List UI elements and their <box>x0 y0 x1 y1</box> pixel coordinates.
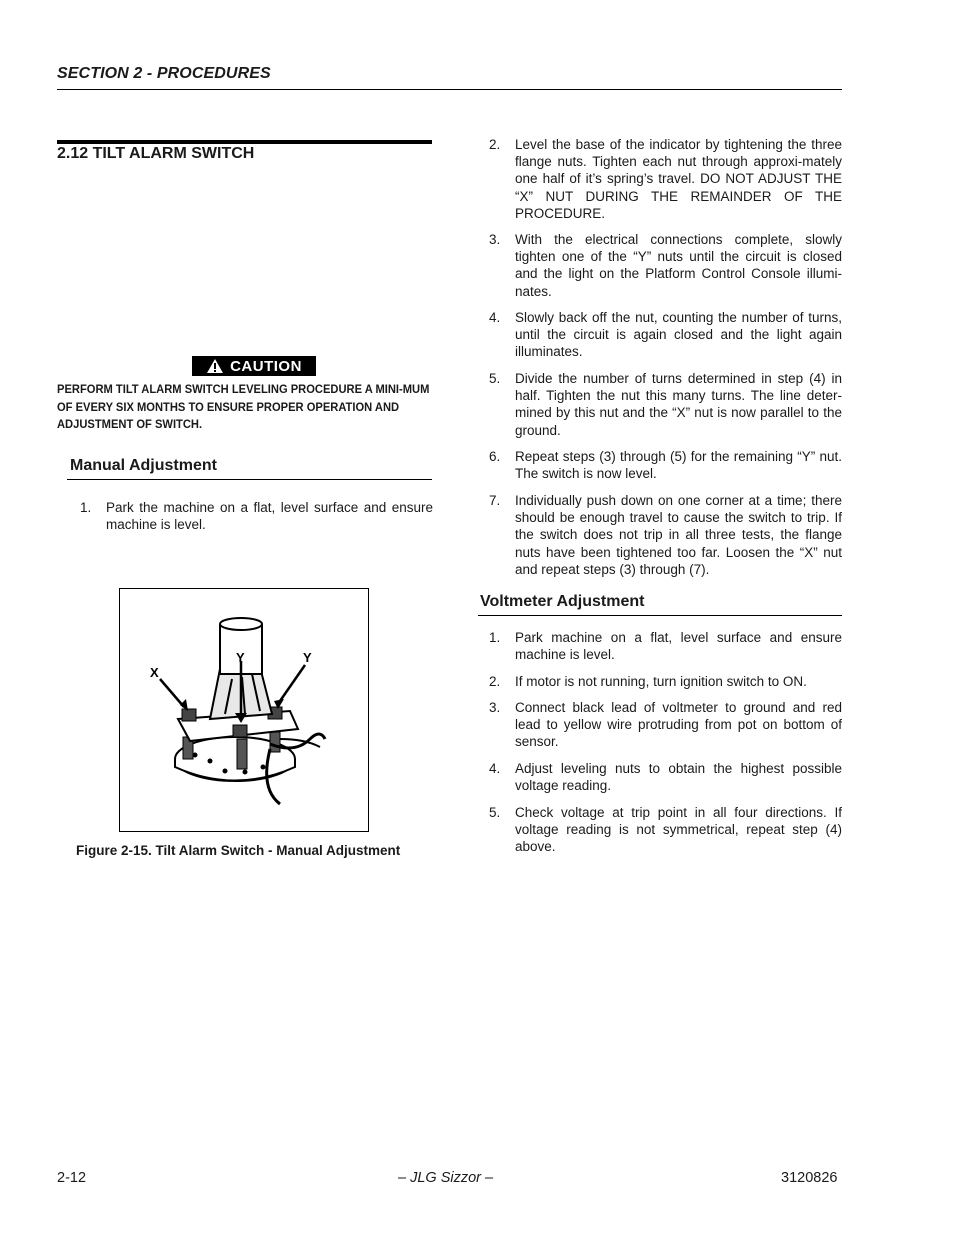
step-text: If motor is not running, turn ignition switch to ON. <box>515 674 807 689</box>
step-text: Individually push down on one corner at a time; there should be enough travel to cause the switch to trip. If the switch does not trip in all three tests, the flange nuts have been tightened too far. Loosen the “X” nut and repeat steps (3) through (7). <box>515 493 842 577</box>
footer-title: – JLG Sizzor – <box>398 1170 494 1186</box>
footer-page-number: 2-12 <box>57 1170 87 1186</box>
step-number: 1. <box>80 500 92 515</box>
footer-document-number: 3120826 <box>781 1170 838 1186</box>
step-text: Connect black lead of voltmeter to ground and red lead to yellow wire protruding from pot on bottom of sensor. <box>515 700 842 750</box>
caution-label: CAUTION <box>230 357 302 375</box>
nut-label-y: Y <box>303 650 312 665</box>
step-number: 2. <box>489 674 501 689</box>
step-number: 1. <box>489 630 501 645</box>
step-number: 3. <box>489 232 501 247</box>
caution-badge <box>192 356 316 376</box>
figure-caption: Figure 2-15. Tilt Alarm Switch - Manual Adjustment <box>76 843 401 858</box>
section-title-rule <box>57 140 432 144</box>
manual-adjustment-title: Manual Adjustment <box>70 457 217 474</box>
step-text: Slowly back off the nut, counting the number of turns, until the circuit is again closed and the light again illuminates. <box>515 310 842 360</box>
step-text: Divide the number of turns determined in step (4) in half. Tighten the nut this many turns. The line deter-mined by this nut and the “X” nut is now parallel to the ground. <box>515 371 842 438</box>
step-text: Park the machine on a flat, level surface and ensure machine is level. <box>106 500 433 533</box>
section-title: 2.12 TILT ALARM SWITCH <box>57 145 255 162</box>
step-text: Repeat steps (3) through (5) for the remaining “Y” nut. The switch is now level. <box>515 449 842 482</box>
step-number: 2. <box>489 137 501 152</box>
step-number: 7. <box>489 493 501 508</box>
step-text: Park machine on a flat, level surface and ensure machine is level. <box>515 630 842 663</box>
section-header: SECTION 2 - PROCEDURES <box>57 65 271 82</box>
nut-label-x: X <box>150 665 159 680</box>
step-text: Adjust leveling nuts to obtain the highest possible voltage reading. <box>515 761 842 794</box>
voltmeter-adjustment-title: Voltmeter Adjustment <box>480 593 645 610</box>
step-text: With the electrical connections complete, slowly tighten one of the “Y” nuts until the circuit is closed and the light on the Platform Control Console illumi-nates. <box>515 232 842 299</box>
voltmeter-adjustment-rule <box>478 615 842 616</box>
step-number: 5. <box>489 805 501 820</box>
step-number: 6. <box>489 449 501 464</box>
warning-triangle-icon <box>206 358 224 374</box>
nut-label-y: Y <box>236 650 245 665</box>
step-text: Level the base of the indicator by tightening the three flange nuts. Tighten each nut through approxi-mately one half of it’s spring’s travel. DO NOT ADJUST THE “X” NUT DURING THE REMAINDER OF THE PROCEDURE. <box>515 137 842 221</box>
manual-adjustment-rule <box>67 479 432 480</box>
step-number: 4. <box>489 761 501 776</box>
step-number: 4. <box>489 310 501 325</box>
figure-box <box>119 588 369 832</box>
caution-text: PERFORM TILT ALARM SWITCH LEVELING PROCEDURE A MINI-MUM OF EVERY SIX MONTHS TO ENSURE PROPER OPERATION AND ADJUSTMENT OF SWITCH. <box>57 382 430 431</box>
tilt-alarm-switch-illustration <box>120 589 367 830</box>
header-rule <box>57 89 842 90</box>
step-number: 3. <box>489 700 501 715</box>
step-text: Check voltage at trip point in all four directions. If voltage reading is not symmetrical, repeat step (4) above. <box>515 805 842 855</box>
step-number: 5. <box>489 371 501 386</box>
